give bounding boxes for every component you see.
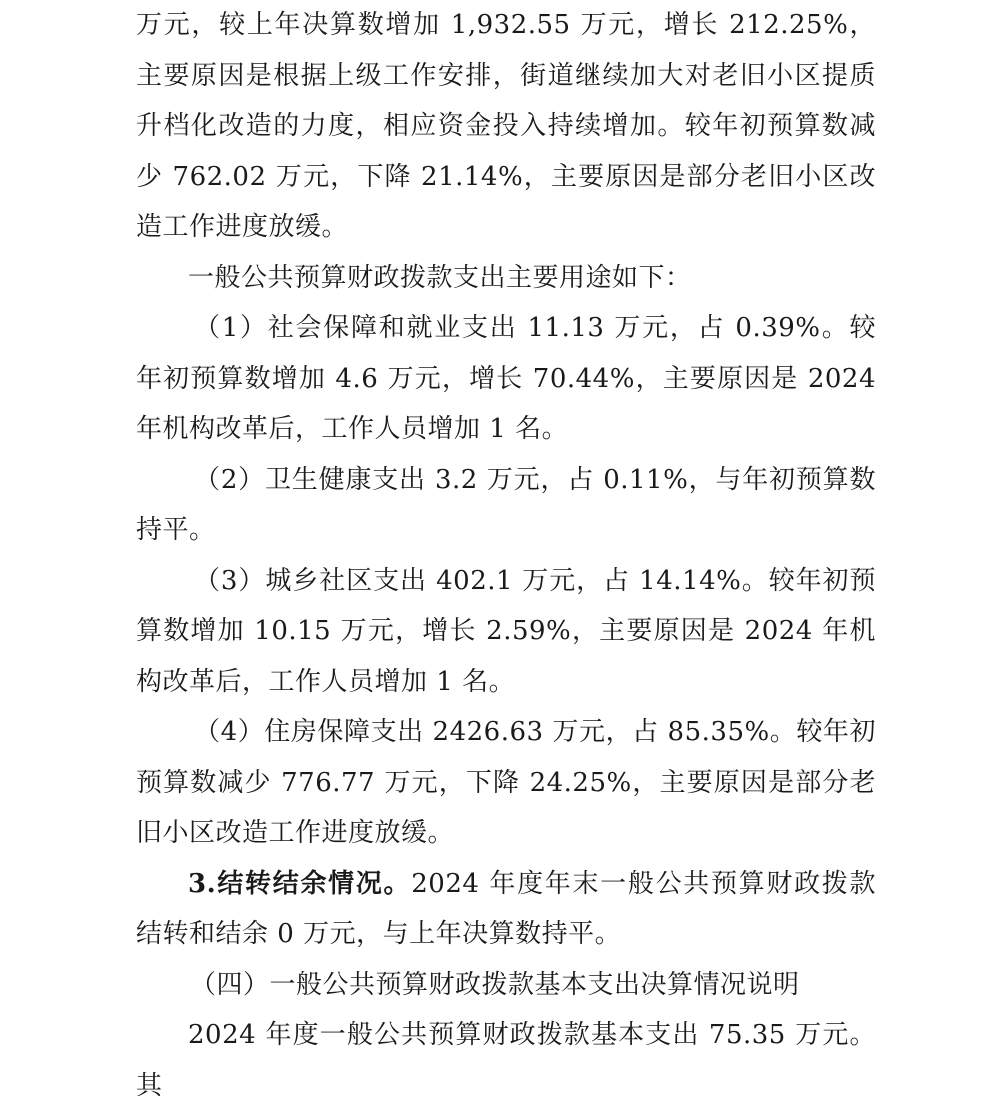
paragraph-usage-intro: 一般公共预算财政拨款支出主要用途如下： — [188, 262, 692, 293]
paragraph-budget-change: 万元，较上年决算数增加 1,932.55 万元，增长 212.25%，主要原因是根据上级工作安排，街道继续加大对老旧小区提质升档化改造的力度，相应资金投入持续增加。较年初预算数减少 762.02 万元，下降 21.14%，主要原因是部分老旧小区改造工作进度放缓。 — [136, 10, 876, 242]
carryover-heading: 3.结转结余情况。 — [188, 868, 412, 899]
section-heading-basic-expenditure: （四）一般公共预算财政拨款基本支出决算情况说明 — [190, 969, 800, 1000]
paragraph-social-security: （1）社会保障和就业支出 11.13 万元，占 0.39%。较年初预算数增加 4.6 万元，增长 70.44%，主要原因是 2024 年机构改革后，工作人员增加 1 名。 — [136, 313, 876, 444]
carryover-text: 2024 年度年末一般公共预算财政拨款结转和结余 0 万元，与上年决算数持平。 — [136, 868, 876, 949]
document-page — [136, 0, 876, 1101]
paragraph-housing: （4）住房保障支出 2426.63 万元，占 85.35%。较年初预算数减少 776.77 万元，下降 24.25%，主要原因是部分老旧小区改造工作进度放缓。 — [136, 717, 876, 848]
paragraph-health: （2）卫生健康支出 3.2 万元，占 0.11%，与年初预算数持平。 — [136, 464, 876, 545]
paragraph-urban-rural: （3）城乡社区支出 402.1 万元，占 14.14%。较年初预算数增加 10.15 万元，增长 2.59%，主要原因是 2024 年机构改革后，工作人员增加 1 名。 — [136, 565, 876, 697]
paragraph-carryover — [136, 859, 876, 960]
paragraph-basic-expenditure: 2024 年度一般公共预算财政拨款基本支出 75.35 万元。其 — [136, 1020, 876, 1101]
